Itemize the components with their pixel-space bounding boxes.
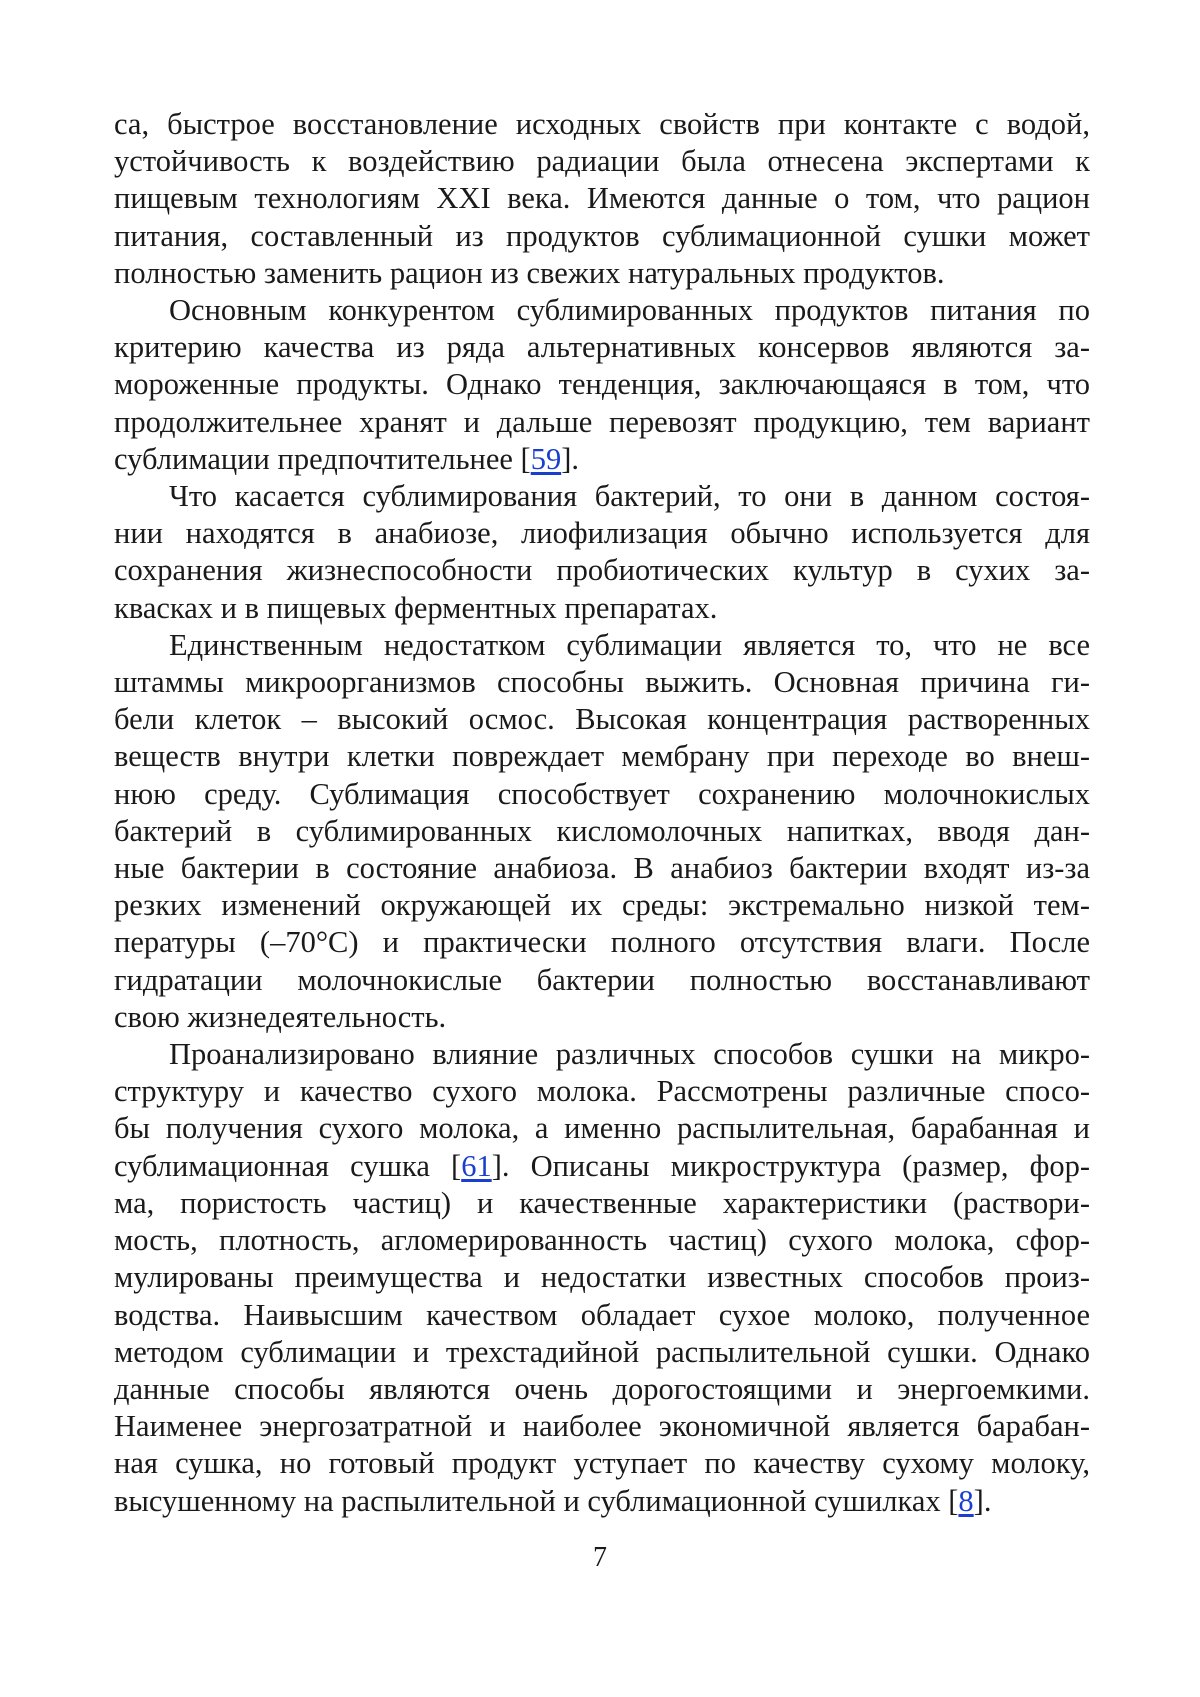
text-line [114,1445,1090,1482]
text-segment: бели клеток – высокий осмос. Высокая концентрация растворенных [114,702,1090,737]
text-segment: ма, пористость частиц) и качественные характеристики (раствори- [114,1185,1090,1220]
text-line [114,478,1090,515]
text-segment: сохранения жизнеспособности пробиотических культур в сухих за- [114,553,1090,588]
text-line [114,515,1090,552]
text-line [114,850,1090,887]
text-line [114,962,1090,999]
text-segment: данные способы являются очень дорогостоящими и энергоемкими. [114,1371,1090,1406]
text-segment: питания, составленный из продуктов сублимационной сушки может [114,218,1090,253]
text-line [114,1334,1090,1371]
text-line [114,738,1090,775]
text-line [114,1110,1090,1147]
text-line [114,366,1090,403]
text-segment: ные бактерии в состояние анабиоза. В анабиоз бактерии входят из-за [114,851,1090,886]
text-segment: свою жизнедеятельность. [114,999,447,1034]
reference-link[interactable]: 61 [461,1148,492,1183]
text-line [114,255,1090,292]
text-line [114,776,1090,813]
document-body [114,106,1090,1520]
text-segment: са, быстрое восстановление исходных свойств при контакте с водой, [114,107,1090,141]
text-segment: Основным конкурентом сублимированных продуктов питания по [169,293,1090,328]
page-number: 7 [593,1542,607,1573]
text-segment: сублимации предпочтительнее [ [114,441,531,476]
text-segment: устойчивость к воздействию радиации была отнесена экспертами к [114,144,1090,179]
text-segment: высушенному на распылительной и сублимационной сушилках [ [114,1483,959,1518]
paragraph [114,478,1090,627]
text-segment: нюю среду. Сублимация способствует сохранению молочнокислых [114,776,1090,811]
text-line [114,1185,1090,1222]
text-line [114,1036,1090,1073]
text-line [114,813,1090,850]
paragraph [114,1036,1090,1520]
text-segment: мороженные продукты. Однако тенденция, заключающаяся в том, что [114,367,1090,402]
text-line [114,1297,1090,1334]
text-segment: полностью заменить рацион из свежих натуральных продуктов. [114,255,945,290]
text-line [114,143,1090,180]
text-segment: бы получения сухого молока, а именно распылительная, барабанная и [114,1111,1090,1146]
text-line [114,404,1090,441]
text-line [114,887,1090,924]
text-segment: Наименее энергозатратной и наиболее экономичной является барабан- [114,1409,1090,1444]
text-line [114,590,1090,627]
text-line [114,1483,1090,1520]
text-line [114,701,1090,738]
text-line [114,106,1090,143]
text-segment: гидратации молочнокислые бактерии полностью восстанавливают [114,962,1090,997]
text-segment: мость, плотность, агломерированность частиц) сухого молока, сфор- [114,1223,1090,1258]
text-segment: квасках и в пищевых ферментных препаратах. [114,590,718,625]
text-line [114,329,1090,366]
text-segment: сублимационная сушка [ [114,1148,462,1183]
text-line [114,664,1090,701]
text-segment: Проанализировано влияние различных способов сушки на микро- [169,1037,1090,1072]
text-segment: веществ внутри клетки повреждает мембрану при переходе во внеш- [114,739,1090,774]
text-segment: резких изменений окружающей их среды: экстремально низкой тем- [114,888,1090,923]
text-line [114,1148,1090,1185]
text-segment: пищевым технологиям XXI века. Имеются данные о том, что рацион [114,181,1090,216]
text-segment: Что касается сублимирования бактерий, то они в данном состоя- [169,479,1090,514]
text-line [114,1371,1090,1408]
text-line [114,924,1090,961]
text-segment: мулированы преимущества и недостатки известных способов произ- [114,1260,1090,1295]
text-line [114,1073,1090,1110]
text-line [114,1408,1090,1445]
text-line [114,180,1090,217]
text-segment: ная сушка, но готовый продукт уступает по качеству сухому молоку, [114,1446,1090,1481]
text-segment: продолжительнее хранят и дальше перевозят продукцию, тем вариант [114,404,1090,439]
text-segment: критерию качества из ряда альтернативных консервов являются за- [114,330,1090,365]
text-segment: ]. [973,1483,992,1518]
paragraph [114,627,1090,1036]
text-line [114,627,1090,664]
text-segment: штаммы микроорганизмов способны выжить. Основная причина ги- [114,665,1090,700]
text-segment: водства. Наивысшим качеством обладает сухое молоко, полученное [114,1297,1090,1332]
paragraph [114,292,1090,478]
paragraph [114,106,1090,292]
text-segment: структуру и качество сухого молока. Рассмотрены различные спосо- [114,1074,1090,1109]
reference-link[interactable]: 59 [530,441,562,476]
text-line [114,218,1090,255]
reference-link[interactable]: 8 [958,1483,974,1518]
text-segment: методом сублимации и трехстадийной распылительной сушки. Однако [114,1334,1090,1369]
text-line [114,292,1090,329]
text-line [114,552,1090,589]
text-line [114,441,1090,478]
text-segment: нии находятся в анабиозе, лиофилизация обычно используется для [114,516,1090,551]
text-segment: ]. [561,441,579,476]
text-segment: бактерий в сублимированных кисломолочных напитках, вводя дан- [114,813,1090,848]
text-line [114,1222,1090,1259]
text-line [114,999,1090,1036]
text-segment: Единственным недостатком сублимации является то, что не все [169,627,1090,662]
text-segment: ]. Описаны микроструктура (размер, фор- [491,1148,1090,1183]
text-line [114,1259,1090,1296]
text-segment: пературы (–70°С) и практически полного отсутствия влаги. После [114,925,1090,960]
